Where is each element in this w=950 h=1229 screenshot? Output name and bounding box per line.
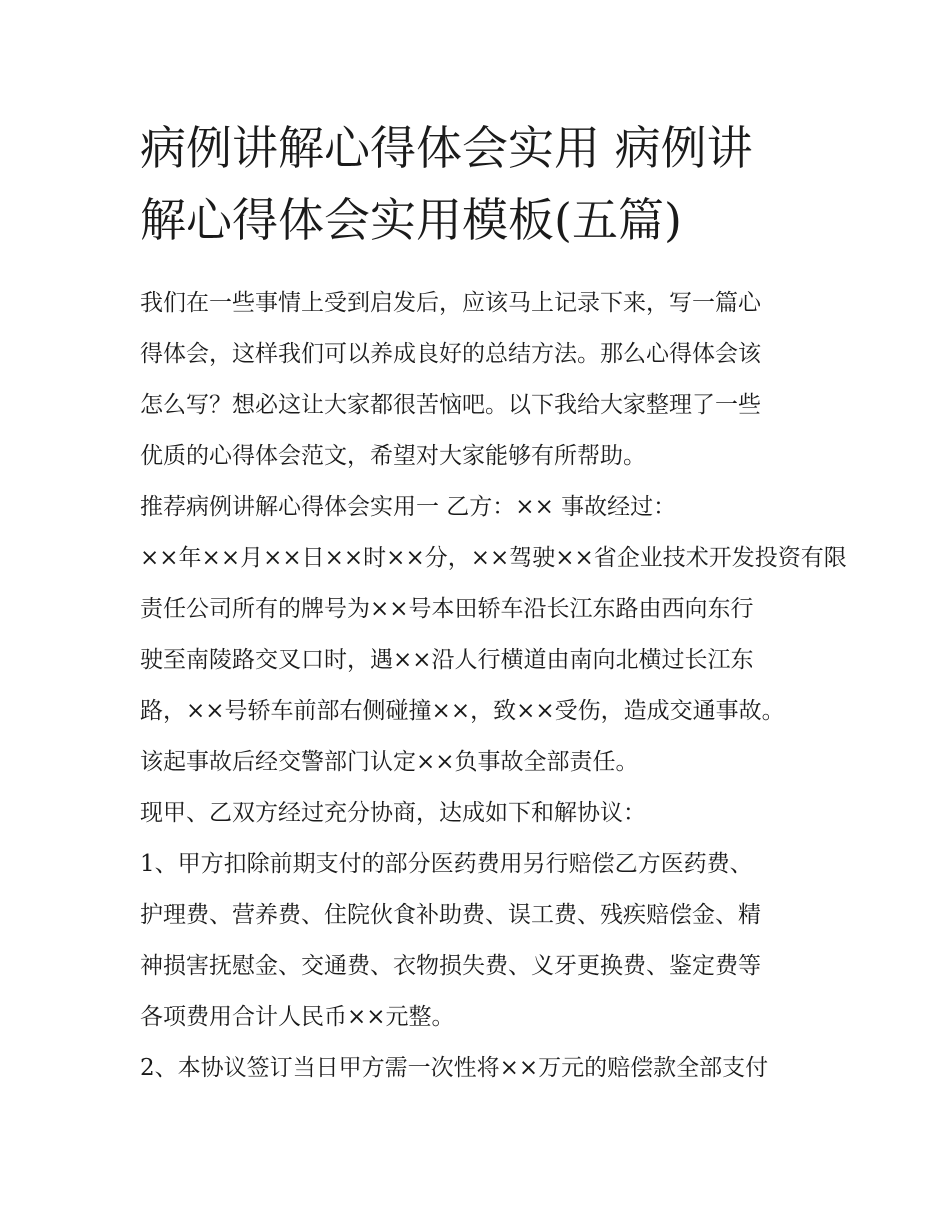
text-line: 怎么写？想必这让大家都很苦恼吧。以下我给大家整理了一些 xyxy=(140,392,761,418)
text-line: 得体会，这样我们可以养成良好的总结方法。那么心得体会该 xyxy=(140,341,761,367)
text-line: ××年××月××日××时××分，××驾驶××省企业技术开发投资有限 xyxy=(140,545,847,571)
text-line: 现甲、乙双方经过充分协商，达成如下和解协议： xyxy=(140,800,646,826)
text-line: 该起事故后经交警部门认定××负事故全部责任。 xyxy=(140,749,639,775)
document-title xyxy=(140,112,820,256)
text-line: 优质的心得体会范文，希望对大家能够有所帮助。 xyxy=(140,443,646,469)
text-line: 1、甲方扣除前期支付的部分医药费用另行赔偿乙方医药费、 xyxy=(140,851,753,877)
text-line: 推荐病例讲解心得体会实用一 乙方：×× 事故经过： xyxy=(140,494,677,520)
text-line: 神损害抚慰金、交通费、衣物损失费、义牙更换费、鉴定费等 xyxy=(140,953,761,979)
document-body xyxy=(140,278,847,1094)
text-line: 驶至南陵路交叉口时，遇××沿人行横道由南向北横过长江东 xyxy=(140,647,754,673)
text-line: 我们在一些事情上受到启发后，应该马上记录下来，写一篇心 xyxy=(140,290,761,316)
title-line: 病例讲解心得体会实用 病例讲 xyxy=(140,121,753,175)
text-line: 路，××号轿车前部右侧碰撞××，致××受伤，造成交通事故。 xyxy=(140,698,785,724)
text-line: 2、本协议签订当日甲方需一次性将××万元的赔偿款全部支付 xyxy=(140,1055,769,1081)
title-line: 解心得体会实用模板(五篇) xyxy=(140,193,682,247)
text-line: 责任公司所有的牌号为××号本田轿车沿长江东路由西向东行 xyxy=(140,596,754,622)
text-line: 护理费、营养费、住院伙食补助费、误工费、残疾赔偿金、精 xyxy=(140,902,761,928)
text-line: 各项费用合计人民币××元整。 xyxy=(140,1004,455,1030)
